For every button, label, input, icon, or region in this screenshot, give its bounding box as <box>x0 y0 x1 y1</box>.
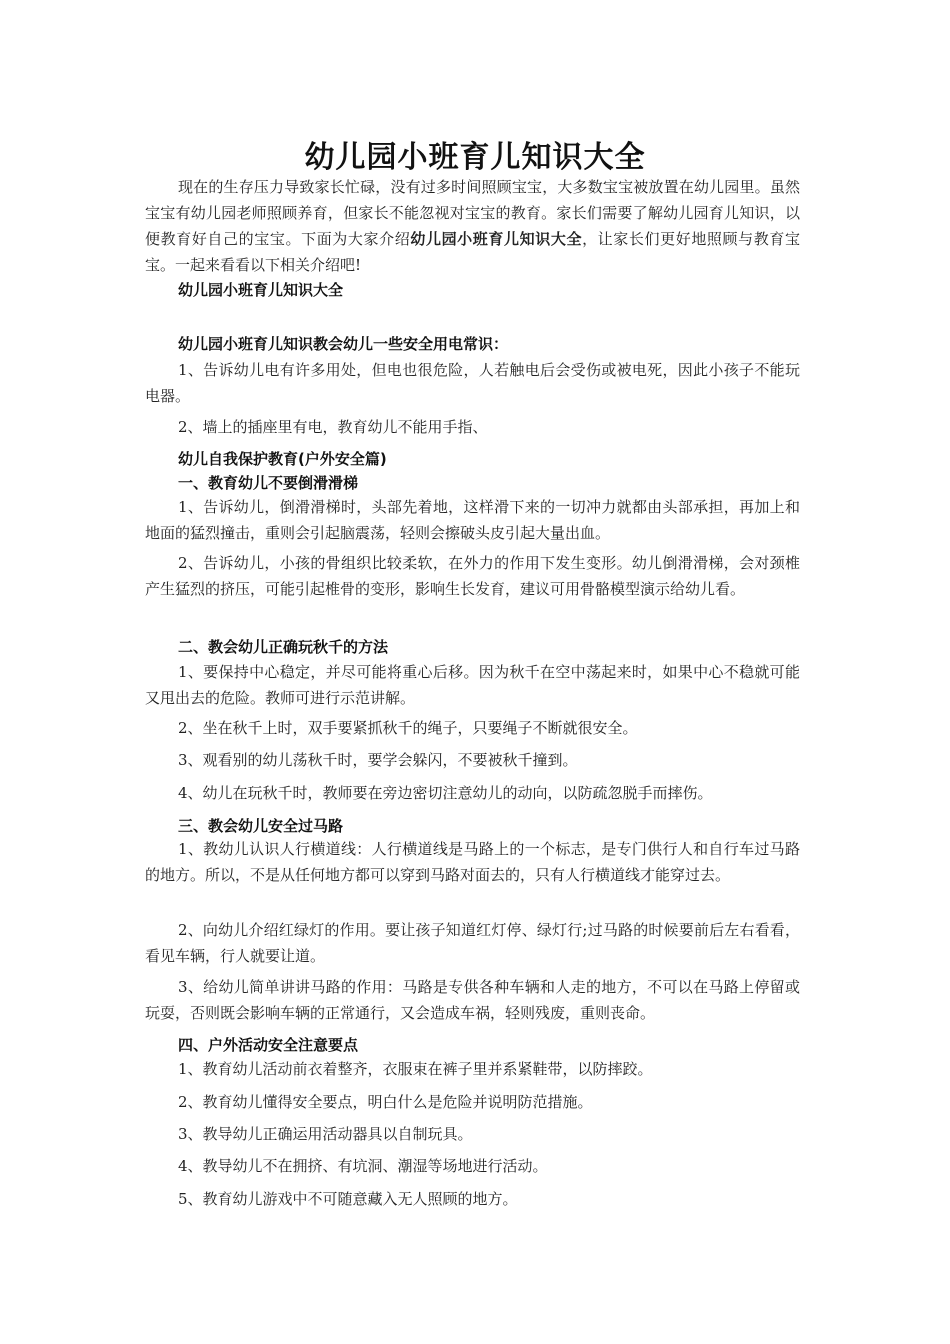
section-electric-heading: 幼儿园小班育儿知识教会幼儿一些安全用电常识： <box>178 335 509 353</box>
intro-text-1: 现在的生存压力导致家长忙碌，没有过多时间照顾宝宝，大多数宝宝被放置在幼儿园里。虽然宝宝有幼儿园老师照顾养育，但家长不能忽视对宝宝的教育。家长们需要了解幼儿园育儿知识，以便教育好自己的宝宝。下面为大家介绍 <box>145 178 800 248</box>
section2-item: 1、要保持中心稳定，并尽可能将重心后移。因为秋千在空中荡起来时，如果中心不稳就可能又甩出去的危险。教师可进行示范讲解。 <box>145 663 800 707</box>
section2-item: 2、坐在秋千上时，双手要紧抓秋千的绳子，只要绳子不断就很安全。 <box>178 719 638 737</box>
intro-bold-title: 幼儿园小班育儿知识大全 <box>410 230 583 248</box>
intro-text-2: ，让家长们更好地照顾与教育宝宝。一起来看看以下相关介绍吧! <box>145 230 800 274</box>
section3-heading: 三、教会幼儿安全过马路 <box>178 817 344 835</box>
document-title: 幼儿园小班育儿知识大全 <box>304 140 646 175</box>
section-electric-item: 1、告诉幼儿电有许多用处，但电也很危险，人若触电后会受伤或被电死，因此小孩子不能玩电器。 <box>145 361 800 405</box>
section4-item: 4、教导幼儿不在拥挤、有坑洞、潮湿等场地进行活动。 <box>178 1157 548 1175</box>
subtitle: 幼儿园小班育儿知识大全 <box>178 281 344 299</box>
section2-item: 4、幼儿在玩秋千时，教师要在旁边密切注意幼儿的动向，以防疏忽脱手而摔伤。 <box>178 784 713 802</box>
section1-item: 2、告诉幼儿，小孩的骨组织比较柔软，在外力的作用下发生变形。幼儿倒滑滑梯，会对颈椎产生猛烈的挤压，可能引起椎骨的变形，影响生长发育，建议可用骨骼模型演示给幼儿看。 <box>145 554 800 598</box>
section2-heading: 二、教会幼儿正确玩秋千的方法 <box>178 638 389 656</box>
outdoor-section-title: 幼儿自我保护教育(户外安全篇) <box>178 450 387 468</box>
section4-item: 1、教育幼儿活动前衣着整齐，衣服束在裤子里并系紧鞋带，以防摔跤。 <box>178 1060 653 1078</box>
section4-item: 2、教育幼儿懂得安全要点，明白什么是危险并说明防范措施。 <box>178 1093 593 1111</box>
section4-item: 5、教育幼儿游戏中不可随意藏入无人照顾的地方。 <box>178 1190 518 1208</box>
section2-item: 3、观看别的幼儿荡秋千时，要学会躲闪，不要被秋千撞到。 <box>178 751 578 769</box>
section-electric-item: 2、墙上的插座里有电，教育幼儿不能用手指、 <box>178 418 488 436</box>
section4-item: 3、教导幼儿正确运用活动器具以自制玩具。 <box>178 1125 473 1143</box>
section1-item: 1、告诉幼儿，倒滑滑梯时，头部先着地，这样滑下来的一切冲力就都由头部承担，再加上和地面的猛烈撞击，重则会引起脑震荡，轻则会擦破头皮引起大量出血。 <box>145 498 800 542</box>
section1-heading: 一、教育幼儿不要倒滑滑梯 <box>178 474 359 492</box>
section3-item: 3、给幼儿简单讲讲马路的作用：马路是专供各种车辆和人走的地方，不可以在马路上停留或玩耍，否则既会影响车辆的正常通行，又会造成车祸，轻则残废，重则丧命。 <box>145 978 800 1022</box>
intro-paragraph <box>145 174 800 278</box>
section3-item: 1、教幼儿认识人行横道线：人行横道线是马路上的一个标志，是专门供行人和自行车过马路的地方。所以，不是从任何地方都可以穿到马路对面去的，只有人行横道线才能穿过去。 <box>145 840 800 884</box>
section3-item: 2、向幼儿介绍红绿灯的作用。要让孩子知道红灯停、绿灯行;过马路的时候要前后左右看看，看见车辆，行人就要让道。 <box>145 921 800 965</box>
section4-heading: 四、户外活动安全注意要点 <box>178 1036 359 1054</box>
